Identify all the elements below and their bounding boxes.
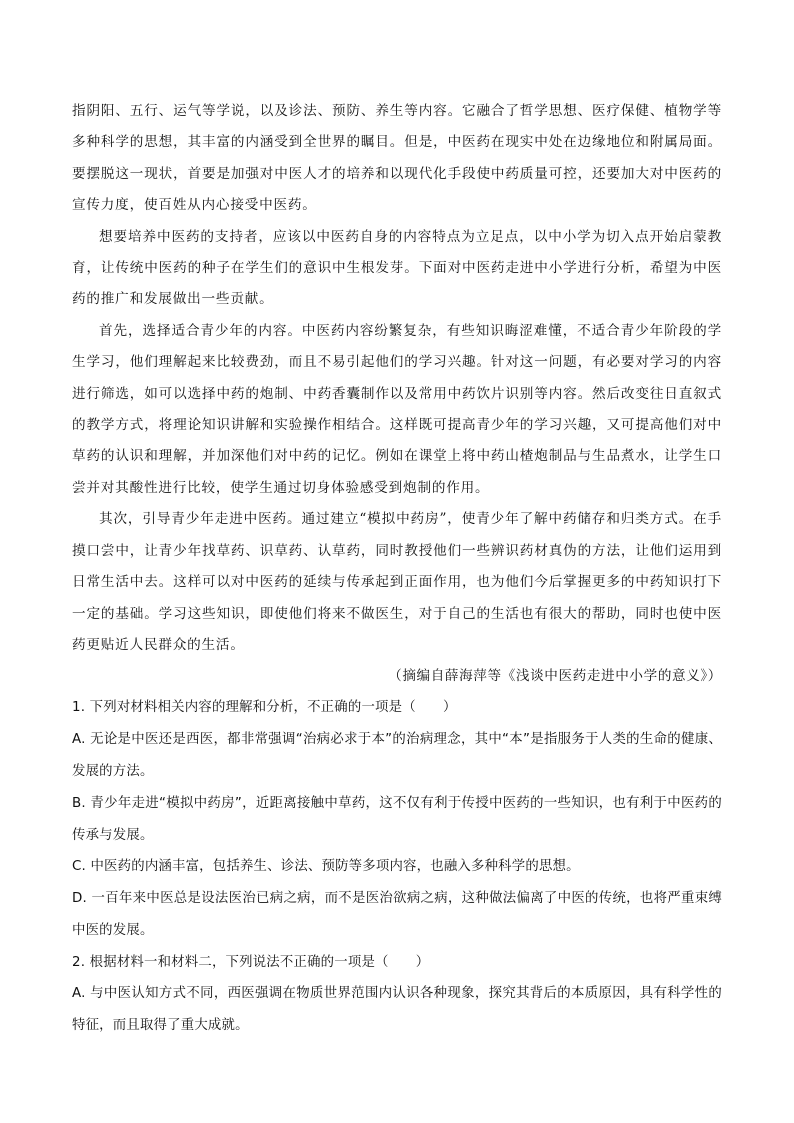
question-1-stem: 1. 下列对材料相关内容的理解和分析，不正确的一项是（ ） bbox=[72, 700, 457, 716]
question-1-option-d: D. 一百年来中医总是设法医治已病之病，而不是医治欲病之病，这种做法偏离了中医的传统，也将严重束缚中医的发展。 bbox=[72, 891, 722, 938]
question-2-stem: 2. 根据材料一和材料二，下列说法不正确的一项是（ ） bbox=[72, 954, 430, 970]
passage-paragraph-4: 其次，引导青少年走进中医药。通过建立“模拟中药房”，使青少年了解中药储存和归类方式。在手摸口尝中，让青少年找草药、识草药、认草药，同时教授他们一些辨识药材真伪的方法，让他们运用到日常生活中去。这样可以对中医药的延续与传承起到正面作用，也为他们今后掌握更多的中药知识打下一定的基础。学习这些知识，即使他们将来不做医生，对于自己的生活也有很大的帮助，同时也使中医药更贴近人民群众的生活。 bbox=[72, 511, 722, 653]
question-1-option-c: C. 中医药的内涵丰富，包括养生、诊法、预防等多项内容，也融入多种科学的思想。 bbox=[72, 859, 580, 875]
document-page bbox=[72, 96, 722, 1042]
question-1-option-a: A. 无论是中医还是西医，都非常强调“治病必求于本”的治病理念，其中“本”是指服务于人类的生命的健康、发展的方法。 bbox=[72, 732, 722, 779]
passage-paragraph-2: 想要培养中医药的支持者，应该以中医药自身的内容特点为立足点，以中小学为切入点开始启蒙教育，让传统中医药的种子在学生们的意识中生根发芽。下面对中医药走进中小学进行分析，希望为中医药的推广和发展做出一些贡献。 bbox=[72, 228, 722, 308]
question-1-option-b: B. 青少年走进“模拟中药房”，近距离接触中草药，这不仅有利于传授中医药的一些知识，也有利于中医药的传承与发展。 bbox=[72, 795, 722, 843]
passage-paragraph-3: 首先，选择适合青少年的内容。中医药内容纷繁复杂，有些知识晦涩难懂，不适合青少年阶段的学生学习，他们理解起来比较费劲，而且不易引起他们的学习兴趣。针对这一问题，有必要对学习的内容进行筛选，如可以选择中药的炮制、中药香囊制作以及常用中药饮片识别等内容。然后改变往日直叙式的教学方式，将理论知识讲解和实验操作相结合。这样既可提高青少年的学习兴趣，又可提高他们对中草药的认识和理解，并加深他们对中药的记忆。例如在课堂上将中药山楂炮制品与生品煮水，让学生口尝并对其酸性进行比较，使学生通过切身体验感受到炮制的作用。 bbox=[72, 322, 722, 496]
question-2-option-a: A. 与中医认知方式不同，西医强调在物质世界范围内认识各种现象，探究其背后的本质原因，具有科学性的特征，而且取得了重大成就。 bbox=[72, 986, 722, 1034]
passage-paragraph-1: 指阴阳、五行、运气等学说，以及诊法、预防、养生等内容。它融合了哲学思想、医疗保健、植物学等多种科学的思想，其丰富的内涵受到全世界的瞩目。但是，中医药在现实中处在边缘地位和附属局面。要摆脱这一现状，首要是加强对中医人才的培养和以现代化手段使中药质量可控，还要加大对中医药的宣传力度，使百姓从内心接受中医药。 bbox=[72, 103, 722, 214]
passage-source: （摘编自薛海萍等《浅谈中医药走进中小学的意义》） bbox=[388, 668, 722, 685]
